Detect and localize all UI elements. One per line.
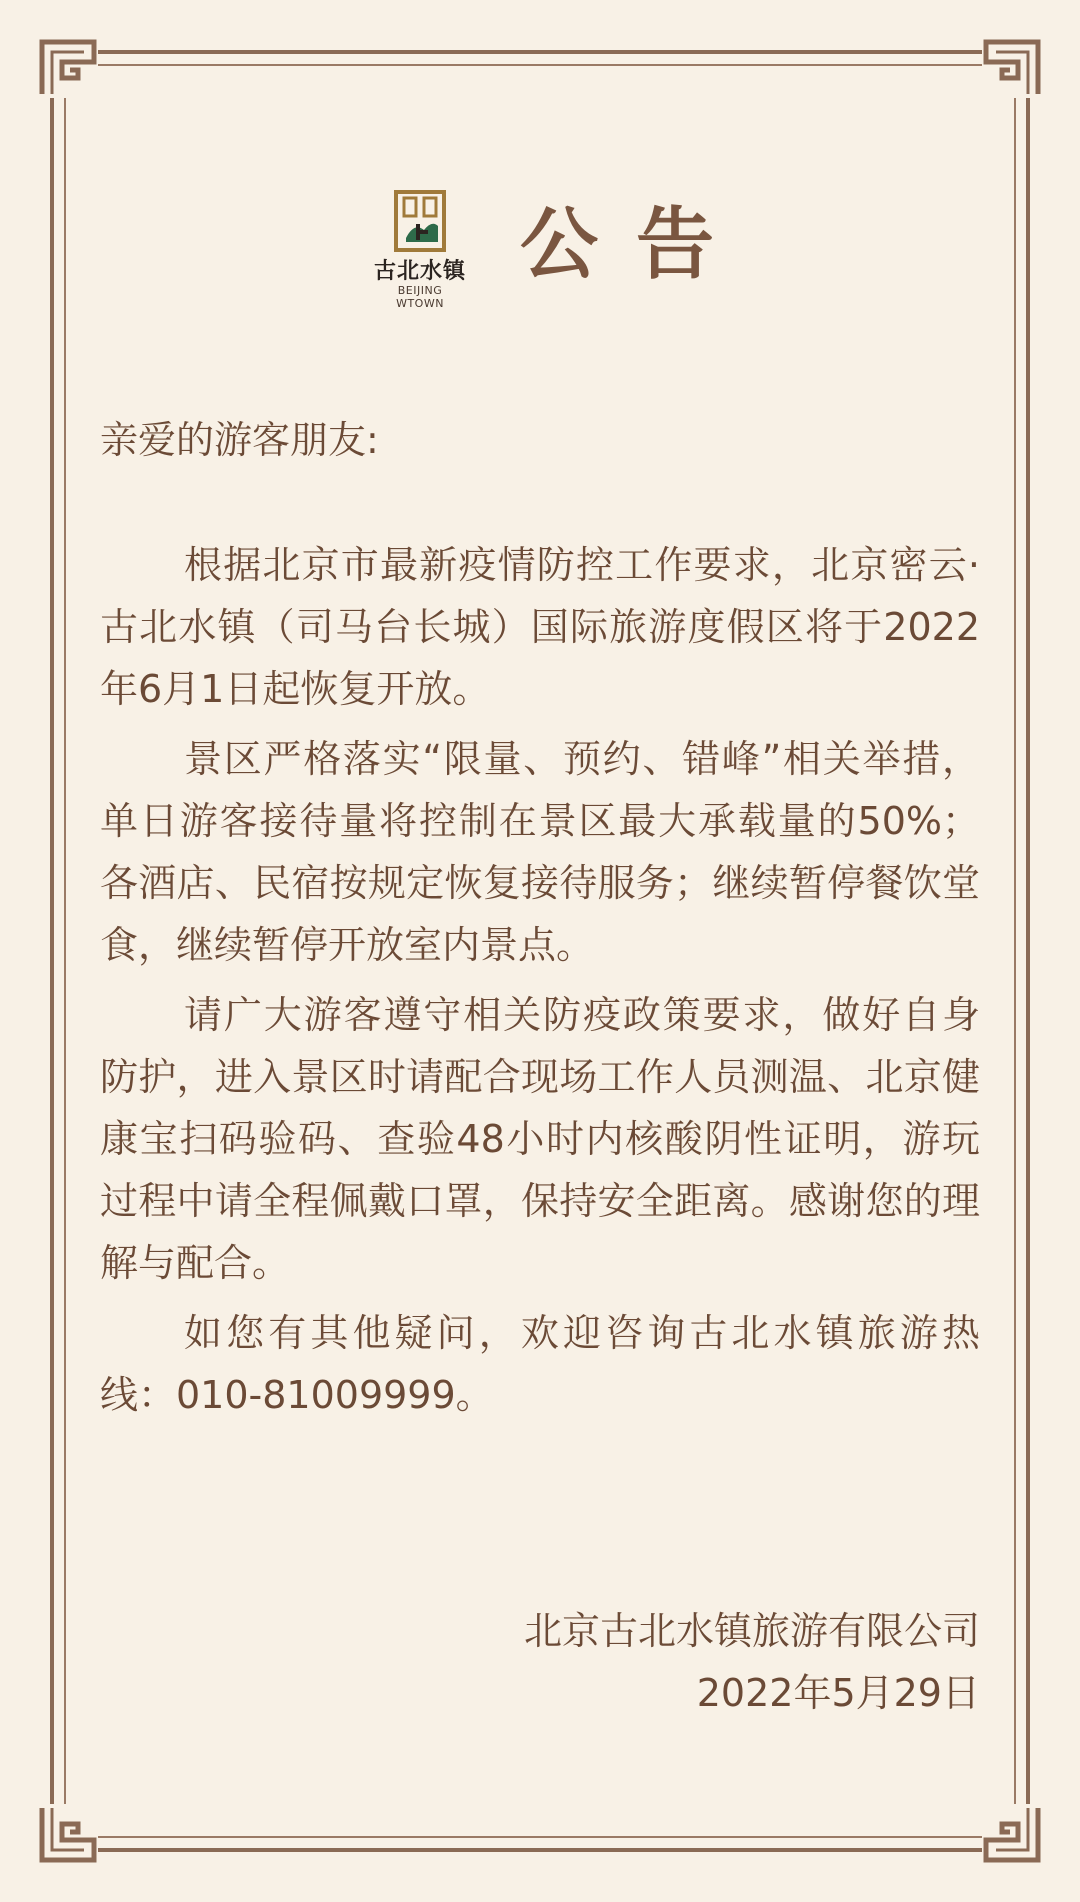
notice-title: 公告 [520,200,753,290]
notice-body [100,534,980,1434]
signature-organization: 北京古北水镇旅游有限公司 [523,1609,980,1653]
corner-ornament-bottom-left [38,1804,98,1864]
salutation: 亲爱的游客朋友: [100,418,379,462]
logo-gate-icon [394,190,446,252]
signature-date: 2022年5月29日 [696,1671,980,1715]
paragraph: 景区严格落实“限量、预约、错峰”相关举措，单日游客接待量将控制在景区最大承载量的50%；各酒店、民宿按规定恢复接待服务；继续暂停餐饮堂食，继续暂停开放室内景点。 [100,737,980,967]
brand-logo [372,190,468,310]
logo-chinese-name: 古北水镇 [373,258,466,284]
signature-block [524,1600,980,1724]
corner-ornament-top-left [38,38,98,98]
corner-ornament-top-right [982,38,1042,98]
header [0,190,1080,310]
corner-ornament-bottom-right [982,1804,1042,1864]
logo-english-name: BEIJING WTOWN [396,284,444,310]
paragraph: 根据北京市最新疫情防控工作要求，北京密云·古北水镇（司马台长城）国际旅游度假区将于2022年6月1日起恢复开放。 [100,543,980,711]
paragraph: 如您有其他疑问，欢迎咨询古北水镇旅游热线：010-81009999。 [100,1311,980,1417]
paragraph: 请广大游客遵守相关防疫政策要求，做好自身防护，进入景区时请配合现场工作人员测温、北京健康宝扫码验码、查验48小时内核酸阴性证明，游玩过程中请全程佩戴口罩，保持安全距离。感谢您的理解与配合。 [100,993,980,1285]
